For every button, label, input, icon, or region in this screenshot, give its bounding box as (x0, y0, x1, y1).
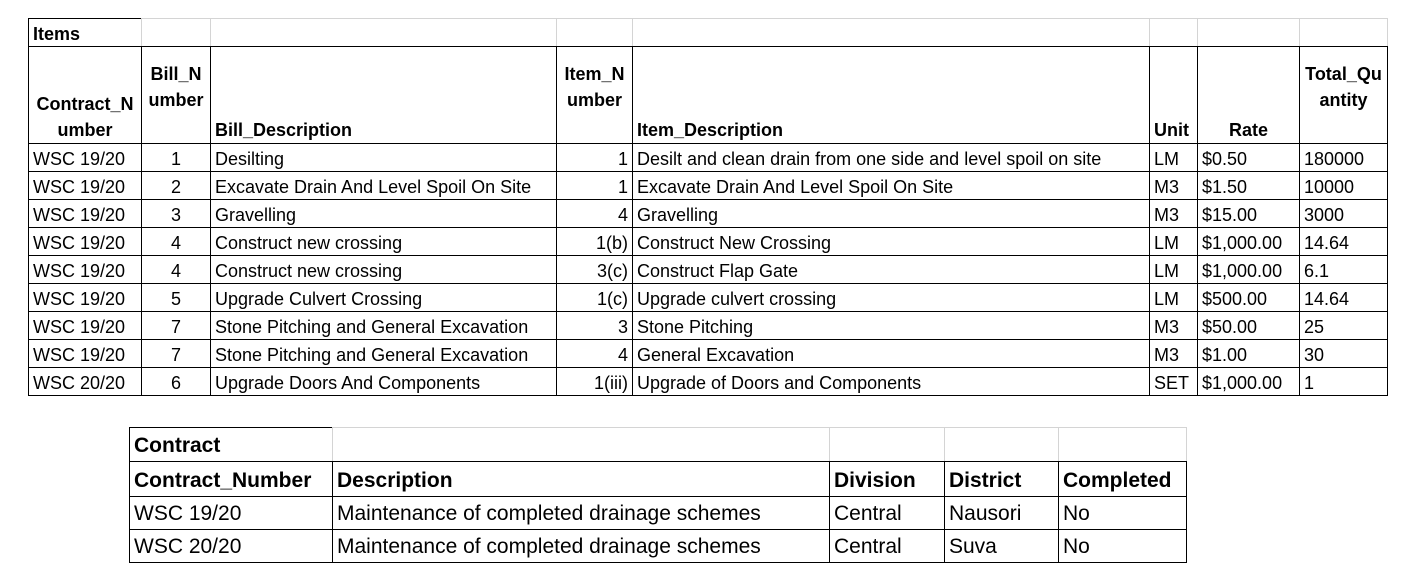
unit-cell: LM (1150, 144, 1198, 172)
header-item-description: Item_Description (633, 47, 1150, 144)
header-division: Division (830, 462, 945, 497)
table-row (29, 144, 1388, 172)
bill-description-cell: Upgrade Doors And Components (211, 368, 557, 396)
bill-description-cell: Excavate Drain And Level Spoil On Site (211, 172, 557, 200)
items-table (28, 18, 1388, 396)
bill-description-cell: Construct new crossing (211, 256, 557, 284)
contract-number-cell: WSC 19/20 (29, 256, 142, 284)
item-number-cell: 1(b) (557, 228, 633, 256)
header-unit: Unit (1150, 47, 1198, 144)
bill-number-cell: 4 (142, 228, 211, 256)
rate-cell: $1.50 (1198, 172, 1300, 200)
bill-number-cell: 2 (142, 172, 211, 200)
bill-number-cell: 7 (142, 312, 211, 340)
item-number-cell: 4 (557, 340, 633, 368)
bill-number-cell: 3 (142, 200, 211, 228)
unit-cell: LM (1150, 228, 1198, 256)
bill-description-cell: Construct new crossing (211, 228, 557, 256)
table-row (29, 228, 1388, 256)
contract-number-cell: WSC 19/20 (29, 228, 142, 256)
item-number-cell: 1 (557, 144, 633, 172)
item-description-cell: Desilt and clean drain from one side and level spoil on site (633, 144, 1150, 172)
total-quantity-cell: 14.64 (1300, 284, 1388, 312)
rate-cell: $15.00 (1198, 200, 1300, 228)
description-cell: Maintenance of completed drainage schemes (333, 530, 830, 563)
table-row (29, 368, 1388, 396)
bill-description-cell: Gravelling (211, 200, 557, 228)
rate-cell: $1.00 (1198, 340, 1300, 368)
contract-number-cell: WSC 19/20 (29, 144, 142, 172)
header-rate: Rate (1198, 47, 1300, 144)
unit-cell: LM (1150, 256, 1198, 284)
contract-number-cell: WSC 19/20 (29, 284, 142, 312)
bill-number-cell: 4 (142, 256, 211, 284)
unit-cell: M3 (1150, 312, 1198, 340)
contract-number-cell: WSC 19/20 (29, 340, 142, 368)
item-number-cell: 1(iii) (557, 368, 633, 396)
completed-cell: No (1059, 530, 1187, 563)
contract-number-cell: WSC 19/20 (29, 312, 142, 340)
item-description-cell: General Excavation (633, 340, 1150, 368)
header-contract-number: Contract_Number (29, 47, 142, 144)
bill-description-cell: Desilting (211, 144, 557, 172)
item-description-cell: Construct Flap Gate (633, 256, 1150, 284)
unit-cell: M3 (1150, 340, 1198, 368)
header-description: Description (333, 462, 830, 497)
description-cell: Maintenance of completed drainage schemes (333, 497, 830, 530)
item-number-cell: 1(c) (557, 284, 633, 312)
division-cell: Central (830, 530, 945, 563)
contract-header-row (130, 462, 1187, 497)
total-quantity-cell: 1 (1300, 368, 1388, 396)
header-bill-description: Bill_Description (211, 47, 557, 144)
header-district: District (945, 462, 1059, 497)
items-header-row (29, 47, 1388, 144)
contract-table (129, 427, 1187, 563)
header-contract-number: Contract_Number (130, 462, 333, 497)
header-bill-number: Bill_Number (142, 47, 211, 144)
contract-number-cell: WSC 20/20 (130, 530, 333, 563)
item-description-cell: Upgrade culvert crossing (633, 284, 1150, 312)
unit-cell: M3 (1150, 200, 1198, 228)
item-description-cell: Stone Pitching (633, 312, 1150, 340)
district-cell: Suva (945, 530, 1059, 563)
rate-cell: $1,000.00 (1198, 228, 1300, 256)
item-number-cell: 4 (557, 200, 633, 228)
table-row (29, 312, 1388, 340)
contract-caption-row (130, 428, 1187, 462)
item-description-cell: Construct New Crossing (633, 228, 1150, 256)
bill-number-cell: 5 (142, 284, 211, 312)
rate-cell: $50.00 (1198, 312, 1300, 340)
item-description-cell: Excavate Drain And Level Spoil On Site (633, 172, 1150, 200)
rate-cell: $1,000.00 (1198, 256, 1300, 284)
unit-cell: M3 (1150, 172, 1198, 200)
rate-cell: $500.00 (1198, 284, 1300, 312)
item-number-cell: 3(c) (557, 256, 633, 284)
header-completed: Completed (1059, 462, 1187, 497)
contract-number-cell: WSC 20/20 (29, 368, 142, 396)
unit-cell: LM (1150, 284, 1198, 312)
unit-cell: SET (1150, 368, 1198, 396)
item-description-cell: Upgrade of Doors and Components (633, 368, 1150, 396)
division-cell: Central (830, 497, 945, 530)
items-caption: Items (29, 19, 142, 47)
bill-number-cell: 7 (142, 340, 211, 368)
bill-description-cell: Upgrade Culvert Crossing (211, 284, 557, 312)
table-row (29, 284, 1388, 312)
item-number-cell: 1 (557, 172, 633, 200)
table-row (29, 200, 1388, 228)
table-row (29, 340, 1388, 368)
total-quantity-cell: 30 (1300, 340, 1388, 368)
total-quantity-cell: 6.1 (1300, 256, 1388, 284)
contract-number-cell: WSC 19/20 (130, 497, 333, 530)
table-row (130, 497, 1187, 530)
total-quantity-cell: 10000 (1300, 172, 1388, 200)
total-quantity-cell: 14.64 (1300, 228, 1388, 256)
header-item-number: Item_Number (557, 47, 633, 144)
bill-description-cell: Stone Pitching and General Excavation (211, 340, 557, 368)
district-cell: Nausori (945, 497, 1059, 530)
contract-number-cell: WSC 19/20 (29, 200, 142, 228)
total-quantity-cell: 180000 (1300, 144, 1388, 172)
item-number-cell: 3 (557, 312, 633, 340)
header-total-quantity: Total_Quantity (1300, 47, 1388, 144)
table-row (29, 172, 1388, 200)
bill-description-cell: Stone Pitching and General Excavation (211, 312, 557, 340)
bill-number-cell: 6 (142, 368, 211, 396)
rate-cell: $1,000.00 (1198, 368, 1300, 396)
items-caption-row (29, 19, 1388, 47)
contract-number-cell: WSC 19/20 (29, 172, 142, 200)
table-row (29, 256, 1388, 284)
rate-cell: $0.50 (1198, 144, 1300, 172)
total-quantity-cell: 25 (1300, 312, 1388, 340)
bill-number-cell: 1 (142, 144, 211, 172)
item-description-cell: Gravelling (633, 200, 1150, 228)
contract-caption: Contract (130, 428, 333, 462)
total-quantity-cell: 3000 (1300, 200, 1388, 228)
table-row (130, 530, 1187, 563)
completed-cell: No (1059, 497, 1187, 530)
